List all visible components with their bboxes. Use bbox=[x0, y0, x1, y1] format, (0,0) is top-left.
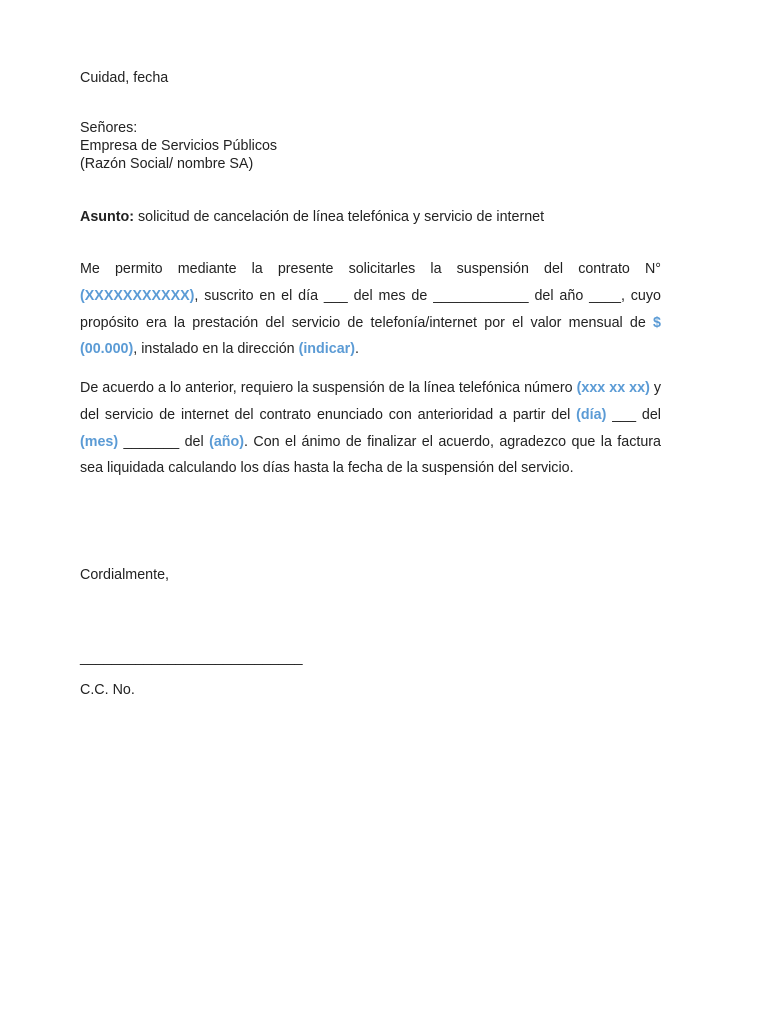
contract-number-placeholder: (XXXXXXXXXXX) bbox=[80, 287, 195, 304]
body-paragraph-suspension bbox=[80, 375, 661, 482]
signature-line: ____________________________ bbox=[80, 650, 303, 666]
recipient-block bbox=[80, 119, 277, 173]
paragraph-text: . Con el ánimo de finalizar el acuerdo, agradezco que la factura sea liquidada calculando los días hasta la fecha de la suspensión del servicio. bbox=[80, 433, 661, 477]
subject-label: Asunto: bbox=[80, 209, 134, 225]
paragraph-text: , instalado en la dirección bbox=[133, 341, 299, 358]
subject-line bbox=[80, 208, 544, 226]
paragraph-text: Me permito mediante la presente solicitarles la suspensión del contrato N° bbox=[80, 261, 661, 277]
amount-placeholder: $ (00.000) bbox=[80, 314, 661, 358]
month-placeholder: (mes) bbox=[80, 433, 119, 450]
paragraph-text: , suscrito en el día ___ del mes de ____________ del año ____, cuyo propósito era la prestación del servicio de telefonía/internet por el valor mensual de bbox=[80, 287, 661, 331]
paragraph-text: ___ del bbox=[606, 406, 661, 423]
recipient-salutation: Señores: bbox=[80, 120, 138, 136]
body-paragraph-contract bbox=[80, 256, 661, 363]
id-number-label: C.C. No. bbox=[80, 682, 135, 698]
address-placeholder: (indicar) bbox=[298, 341, 355, 358]
phone-number-placeholder: (xxx xx xx) bbox=[576, 380, 650, 396]
city-date-line: Cuidad, fecha bbox=[80, 70, 169, 86]
paragraph-text: De acuerdo a lo anterior, requiero la suspensión de la línea telefónica número bbox=[80, 380, 577, 396]
year-placeholder: (año) bbox=[209, 433, 245, 450]
paragraph-text: _______ del bbox=[118, 433, 210, 450]
recipient-legal-name: (Razón Social/ nombre SA) bbox=[80, 156, 254, 172]
paragraph-text: y del servicio de internet del contrato enunciado con anterioridad a partir del bbox=[80, 380, 662, 423]
day-placeholder: (día) bbox=[576, 406, 607, 423]
recipient-company: Empresa de Servicios Públicos bbox=[80, 138, 278, 154]
paragraph-text: . bbox=[354, 341, 359, 358]
subject-text: solicitud de cancelación de línea telefónica y servicio de internet bbox=[134, 209, 545, 225]
closing-salutation: Cordialmente, bbox=[80, 567, 169, 583]
